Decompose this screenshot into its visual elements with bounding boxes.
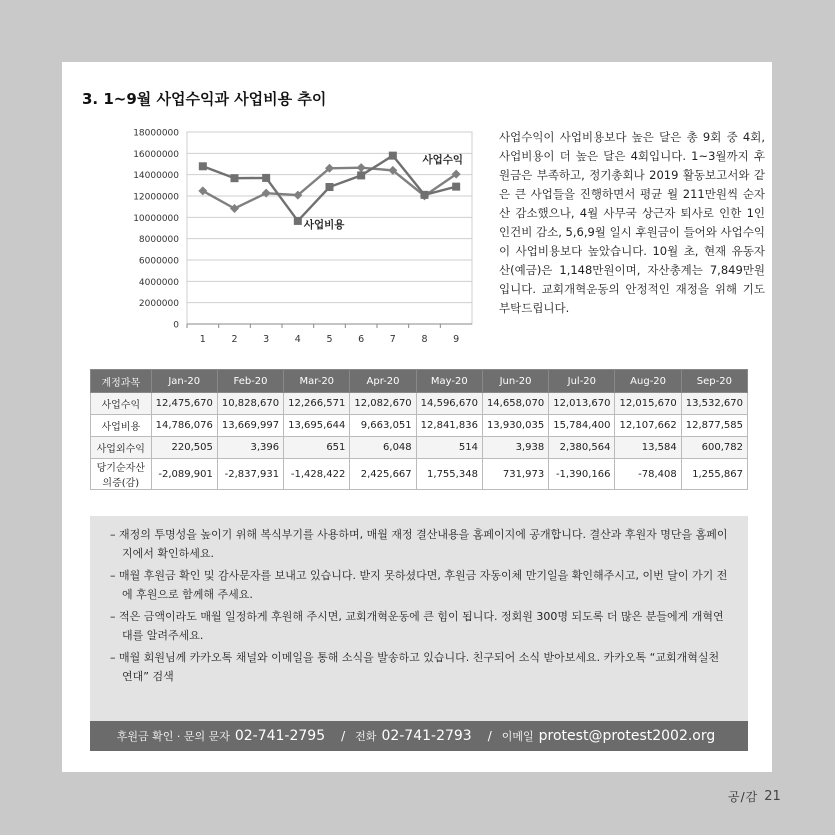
- value-cell: 12,877,585: [681, 415, 747, 437]
- page-sheet: [62, 62, 772, 772]
- x-tick-label: 2: [231, 334, 238, 345]
- value-cell: 9,663,051: [350, 415, 416, 437]
- notice-item: – 매월 회원님께 카카오톡 채널와 이메일을 통해 소식을 발송하고 있습니다. 친구되어 소식 받아보세요. 카카오톡 “교회개혁실천연대” 검색: [110, 649, 728, 686]
- column-header-month: Apr-20: [350, 370, 416, 393]
- value-cell: 15,784,400: [549, 415, 615, 437]
- data-point-square: [389, 152, 397, 160]
- value-cell: 3,938: [482, 437, 548, 459]
- y-tick-label: 10000000: [133, 213, 179, 224]
- value-cell: -78,408: [615, 459, 681, 490]
- series-label: 사업수익: [422, 153, 464, 166]
- data-point-square: [326, 183, 334, 191]
- page-footer: [728, 788, 781, 805]
- value-cell: 1,255,867: [681, 459, 747, 490]
- value-cell: 12,266,571: [284, 393, 350, 415]
- notice-item: – 매월 후원금 확인 및 감사문자를 보내고 있습니다. 받지 못하셨다면, 후원금 자동이체 만기일을 확인해주시고, 이번 달이 가기 전에 후원으로 함께해 주세요.: [110, 567, 728, 604]
- data-point-square: [357, 171, 365, 179]
- value-cell: 14,658,070: [482, 393, 548, 415]
- data-point-square: [421, 191, 429, 199]
- data-point-diamond: [357, 163, 366, 172]
- value-cell: 12,013,670: [549, 393, 615, 415]
- value-cell: 2,425,667: [350, 459, 416, 490]
- y-tick-label: 2000000: [138, 299, 179, 310]
- table-body: [91, 393, 748, 490]
- value-cell: 731,973: [482, 459, 548, 490]
- table-row: [91, 437, 748, 459]
- column-header-month: May-20: [416, 370, 482, 393]
- value-cell: 13,669,997: [217, 415, 283, 437]
- value-cell: 13,930,035: [482, 415, 548, 437]
- column-header-month: Feb-20: [217, 370, 283, 393]
- x-tick-label: 3: [263, 334, 270, 345]
- value-cell: 10,828,670: [217, 393, 283, 415]
- y-tick-label: 0: [173, 320, 179, 331]
- value-cell: 514: [416, 437, 482, 459]
- data-point-diamond: [230, 204, 239, 213]
- column-header-account: 계정과목: [91, 370, 152, 393]
- row-label-cell: 사업수익: [91, 393, 152, 415]
- phone-label: 전화: [355, 730, 377, 743]
- data-point-square: [294, 217, 302, 225]
- row-label-cell: 사업비용: [91, 415, 152, 437]
- page-number: 21: [764, 789, 781, 804]
- x-tick-label: 5: [326, 334, 333, 345]
- value-cell: -1,428,422: [284, 459, 350, 490]
- email-label: 이메일: [501, 730, 534, 743]
- value-cell: 6,048: [350, 437, 416, 459]
- value-cell: -2,089,901: [151, 459, 217, 490]
- value-cell: -2,837,931: [217, 459, 283, 490]
- y-tick-label: 16000000: [133, 149, 179, 160]
- data-point-square: [452, 183, 460, 191]
- column-header-month: Jan-20: [151, 370, 217, 393]
- finance-table: [90, 369, 748, 490]
- line-chart: [92, 122, 492, 358]
- section-title: 3. 1~9월 사업수익과 사업비용 추이: [82, 90, 327, 108]
- row-label-cell: 사업외수익: [91, 437, 152, 459]
- x-tick-label: 7: [389, 334, 396, 345]
- phone-number[interactable]: 02-741-2793: [381, 728, 472, 744]
- x-tick-label: 6: [358, 334, 365, 345]
- x-tick-label: 8: [421, 334, 428, 345]
- data-point-diamond: [198, 186, 207, 195]
- column-header-month: Mar-20: [284, 370, 350, 393]
- x-tick-label: 4: [294, 334, 301, 345]
- notice-item: – 적은 금액이라도 매월 일정하게 후원해 주시면, 교회개혁운동에 큰 힘이 됩니다. 정회원 300명 되도록 더 많은 분들에게 개혁연대를 알려주세요.: [110, 608, 728, 645]
- y-tick-label: 4000000: [138, 277, 179, 288]
- value-cell: -1,390,166: [549, 459, 615, 490]
- magazine-brand: 공/감: [728, 790, 759, 804]
- row-label-cell: 당기순자산의증(감): [91, 459, 152, 490]
- y-tick-label: 18000000: [133, 128, 179, 139]
- value-cell: 12,082,670: [350, 393, 416, 415]
- value-cell: 13,532,670: [681, 393, 747, 415]
- value-cell: 1,755,348: [416, 459, 482, 490]
- table-row: [91, 415, 748, 437]
- value-cell: 13,584: [615, 437, 681, 459]
- donation-number[interactable]: 02-741-2795: [234, 728, 326, 744]
- contact-bar: [90, 721, 748, 751]
- value-cell: 14,596,670: [416, 393, 482, 415]
- column-header-month: Aug-20: [615, 370, 681, 393]
- value-cell: 12,107,662: [615, 415, 681, 437]
- value-cell: 13,695,644: [284, 415, 350, 437]
- x-tick-label: 1: [199, 334, 206, 345]
- column-header-month: Jun-20: [482, 370, 548, 393]
- notice-box: [90, 516, 748, 721]
- x-tick-label: 9: [453, 334, 460, 345]
- value-cell: 12,841,836: [416, 415, 482, 437]
- value-cell: 14,786,076: [151, 415, 217, 437]
- column-header-month: Jul-20: [549, 370, 615, 393]
- value-cell: 12,015,670: [615, 393, 681, 415]
- notice-item: – 재정의 투명성을 높이기 위해 복식부기를 사용하며, 매월 재정 결산내용을 홈페이지에 공개합니다. 결산과 후원자 명단을 홈페이지에서 확인하세요.: [110, 526, 728, 563]
- table-header-row: [91, 370, 748, 393]
- y-tick-label: 8000000: [138, 235, 179, 246]
- column-header-month: Sep-20: [681, 370, 747, 393]
- value-cell: 2,380,564: [549, 437, 615, 459]
- value-cell: 3,396: [217, 437, 283, 459]
- value-cell: 651: [284, 437, 350, 459]
- value-cell: 220,505: [151, 437, 217, 459]
- series-label: 사업비용: [303, 218, 345, 231]
- value-cell: 12,475,670: [151, 393, 217, 415]
- table-row: [91, 393, 748, 415]
- y-tick-label: 14000000: [133, 171, 179, 182]
- y-tick-label: 6000000: [138, 256, 179, 267]
- y-tick-label: 12000000: [133, 192, 179, 203]
- chart-description: 사업수익이 사업비용보다 높은 달은 총 9회 중 4회, 사업비용이 더 높은 달은 4회입니다. 1~3월까지 후원금은 부족하고, 정기총회나 2019 활동보고서와 같은 큰 사업들을 진행하면서 평균 월 211만원씩 순자산 감소했으나, 4월 사무국 상근자 퇴사로 인한 1인 인건비 감소, 5,6,9월 일시 후원금이 들어와 사업수익이 사업비용보다 높았습니다. 10월 초, 현재 유동자산(예금)은 1,148만원이며, 자산총계는 7,849만원입니다. 교회개혁운동의 안정적인 재정을 위해 기도 부탁드립니다.: [499, 130, 765, 315]
- table-row: [91, 459, 748, 490]
- donation-label: 후원금 확인 · 문의 문자: [116, 730, 230, 743]
- data-point-square: [199, 162, 207, 170]
- data-point-square: [262, 174, 270, 182]
- separator: /: [341, 729, 346, 743]
- value-cell: 600,782: [681, 437, 747, 459]
- separator: /: [487, 729, 492, 743]
- email-link[interactable]: protest@protest2002.org: [538, 728, 716, 744]
- data-point-square: [231, 174, 239, 182]
